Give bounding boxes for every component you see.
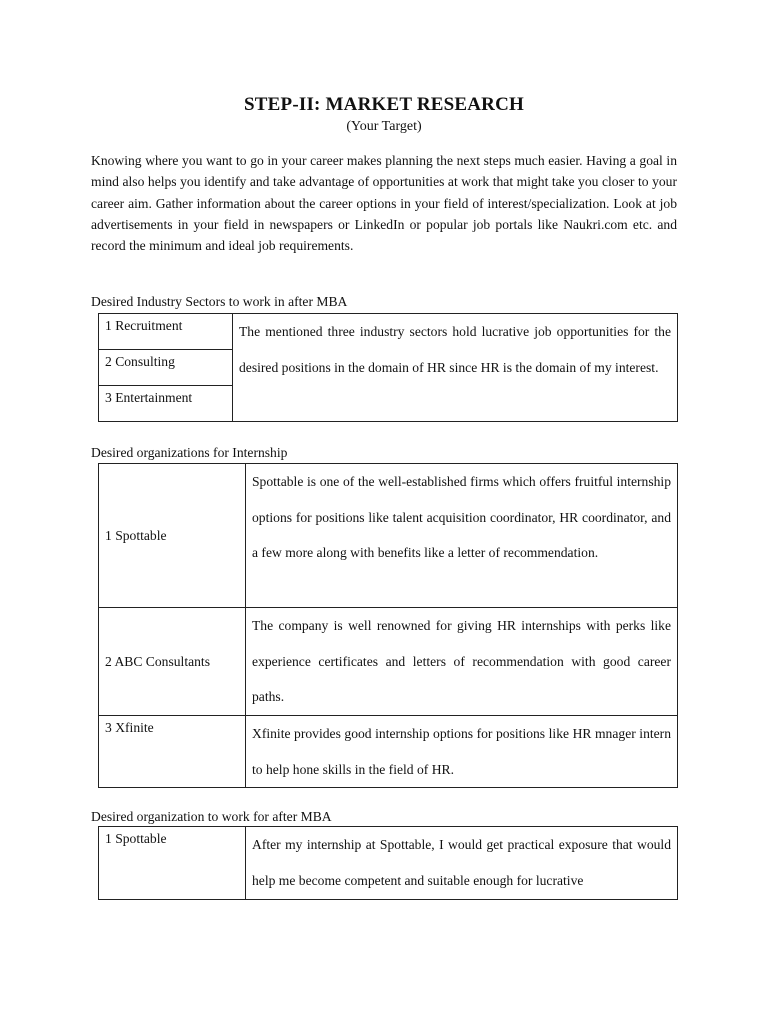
intro-paragraph: Knowing where you want to go in your career makes planning the next steps much easier. Having a goal in mind also helps you identify and take advantage of opportunities at work that might take you closer to your career aim. Gather information about the career options in your field of interest/specialization. Look at job advertisements in your field in newspapers or LinkedIn or popular job portals like Naukri.com etc. and record the minimum and ideal job requirements.	[91, 153, 677, 254]
sector-cell: 1 Recruitment	[99, 314, 233, 350]
industry-sectors-table	[98, 313, 678, 422]
table-row	[99, 827, 678, 900]
org-cell: 3 Xfinite	[99, 716, 246, 788]
sector-cell: 3 Entertainment	[99, 386, 233, 422]
org-description-cell: Xfinite provides good internship options for positions like HR mnager intern to help hone skills in the field of HR.	[246, 716, 678, 788]
table-row	[99, 464, 678, 608]
table-row	[99, 608, 678, 716]
org-cell: 1 Spottable	[99, 827, 246, 900]
page-subtitle: (Your Target)	[346, 119, 422, 134]
page-title: STEP-II: MARKET RESEARCH	[244, 94, 524, 115]
after-mba-label: Desired organization to work for after MBA	[91, 809, 332, 824]
after-mba-table	[98, 826, 678, 900]
org-description-cell: The company is well renowned for giving HR internships with perks like experience certificates and letters of recommendation with good career paths.	[246, 608, 678, 716]
internship-table	[98, 463, 678, 788]
internship-label: Desired organizations for Internship	[91, 445, 288, 460]
org-cell: 1 Spottable	[99, 464, 246, 608]
sector-description-cell: The mentioned three industry sectors hold lucrative job opportunities for the desired positions in the domain of HR since HR is the domain of my interest.	[233, 314, 678, 422]
org-description-cell: Spottable is one of the well-established firms which offers fruitful internship options for positions like talent acquisition coordinator, HR coordinator, and a few more along with benefits like a letter of recommendation.	[246, 464, 678, 608]
table-row	[99, 716, 678, 788]
org-cell: 2 ABC Consultants	[99, 608, 246, 716]
org-description-cell: After my internship at Spottable, I would get practical exposure that would help me become competent and suitable enough for lucrative	[246, 827, 678, 900]
sector-cell: 2 Consulting	[99, 350, 233, 386]
industry-sectors-label: Desired Industry Sectors to work in after MBA	[91, 294, 348, 309]
table-row	[99, 314, 678, 350]
